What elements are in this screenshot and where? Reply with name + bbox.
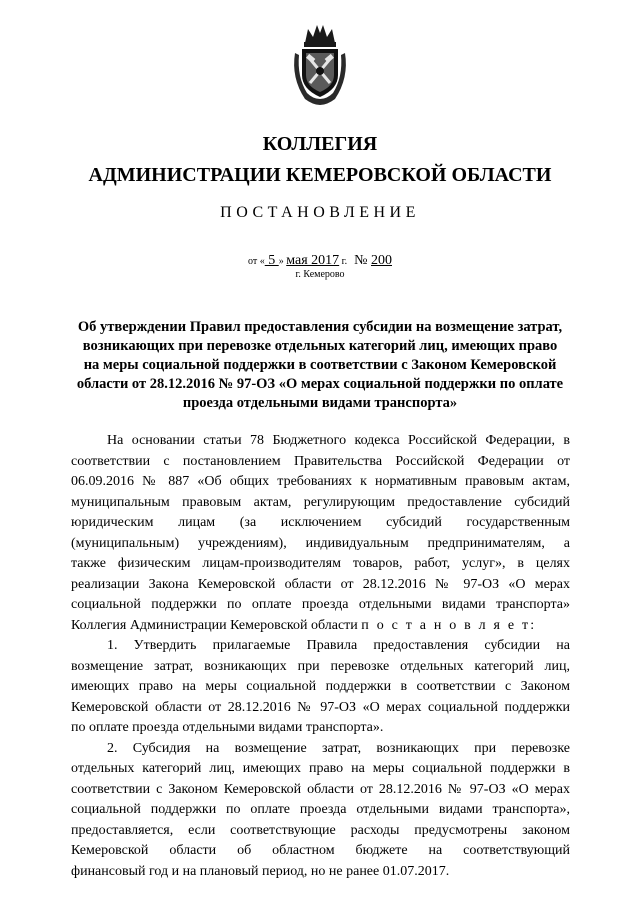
coat-of-arms-emblem <box>291 23 349 107</box>
body-line: возмещение затрат, возникающих при перевозке отдельных категорий лиц, <box>71 658 570 674</box>
body-line: На основании статьи 78 Бюджетного кодекса Российской Федерации, в <box>107 433 570 448</box>
title-line: на меры социальной поддержки в соответствии с Законом Кемеровской <box>83 357 557 373</box>
body-line: социальной поддержки по оплате проезда отдельными видами транспорта», <box>71 802 570 817</box>
body-line: муниципальным правовым актам, регулирующим предоставление субсидий <box>71 494 570 510</box>
body-line: по оплате проезда отдельными видами транспорта». <box>71 720 384 735</box>
document-city: г. Кемерово <box>295 269 345 280</box>
body-line: также физическим лицам-производителям товаров, работ, услуг», в целях <box>71 556 570 571</box>
body-line-part: Коллегия Администрации Кемеровской области <box>71 617 358 633</box>
body-line: отдельных категорий лиц, имеющих право на меры социальной поддержки в <box>71 761 570 776</box>
body-line: социальной поддержки по оплате проезда отдельными видами транспорта» <box>71 597 570 612</box>
organization-name-line2: АДМИНИСТРАЦИИ КЕМЕРОВСКОЙ ОБЛАСТИ <box>88 164 552 186</box>
body-line: юридическим лицам (за исключением субсидий государственным <box>71 515 570 530</box>
date-prefix: от « <box>247 256 265 267</box>
body-line: соответствии с постановлением Правительства Российской Федерации от <box>71 453 570 469</box>
title-line: области от 28.12.2016 № 97-ОЗ «О мерах социальной поддержки по оплате <box>76 376 564 392</box>
body-line: (муниципальным) учреждениям), индивидуальным предпринимателям, а <box>71 535 570 551</box>
body-line: реализации Закона Кемеровской области от 28.12.2016 № 97-ОЗ «О мерах <box>71 576 570 592</box>
body-line-resolves <box>71 616 570 637</box>
number-label: № <box>354 253 368 268</box>
title-line: возникающих при перевозке отдельных категорий лиц, имеющих право <box>82 338 558 354</box>
resolves-word: п о с т а н о в л я е т: <box>361 617 537 633</box>
body-line: имеющих право на меры социальной поддержки в соответствии с Законом <box>71 679 570 694</box>
date-day: 5 <box>264 253 279 268</box>
document-type: ПОСТАНОВЛЕНИЕ <box>220 204 420 221</box>
body-line: Кемеровской области от 28.12.2016 № 97-ОЗ «О мерах социальной поддержки <box>71 699 570 715</box>
document-number: 200 <box>371 253 392 268</box>
body-line: 2. Субсидия на возмещение затрат, возникающих при перевозке <box>107 740 570 756</box>
date-mid: » <box>278 256 287 267</box>
body-line: соответствии с Законом Кемеровской области от 28.12.2016 № 97-ОЗ «О мерах <box>71 781 570 797</box>
document-title <box>64 318 576 413</box>
title-line: Об утверждении Правил предоставления субсидии на возмещение затрат, <box>77 319 563 335</box>
date-year-suffix: г. <box>339 256 348 267</box>
body-line: 06.09.2016 № 887 «Об общих требованиях к нормативным правовым актам, <box>71 474 570 489</box>
body-line: предоставляется, если соответствующие расходы предусмотрены законом <box>71 822 570 838</box>
body-line: финансовый год и на плановый период, но не ранее 01.07.2017. <box>71 863 450 879</box>
title-line: проезда отдельными видами транспорта» <box>182 395 458 411</box>
organization-name-line1: КОЛЛЕГИЯ <box>262 133 378 155</box>
body-line: 1. Утвердить прилагаемые Правила предоставления субсидии на <box>107 638 570 653</box>
document-body <box>71 431 570 882</box>
date-month-year: мая 2017 <box>286 253 340 268</box>
body-line: Кемеровской области об областном бюджете на соответствующий <box>71 843 570 858</box>
